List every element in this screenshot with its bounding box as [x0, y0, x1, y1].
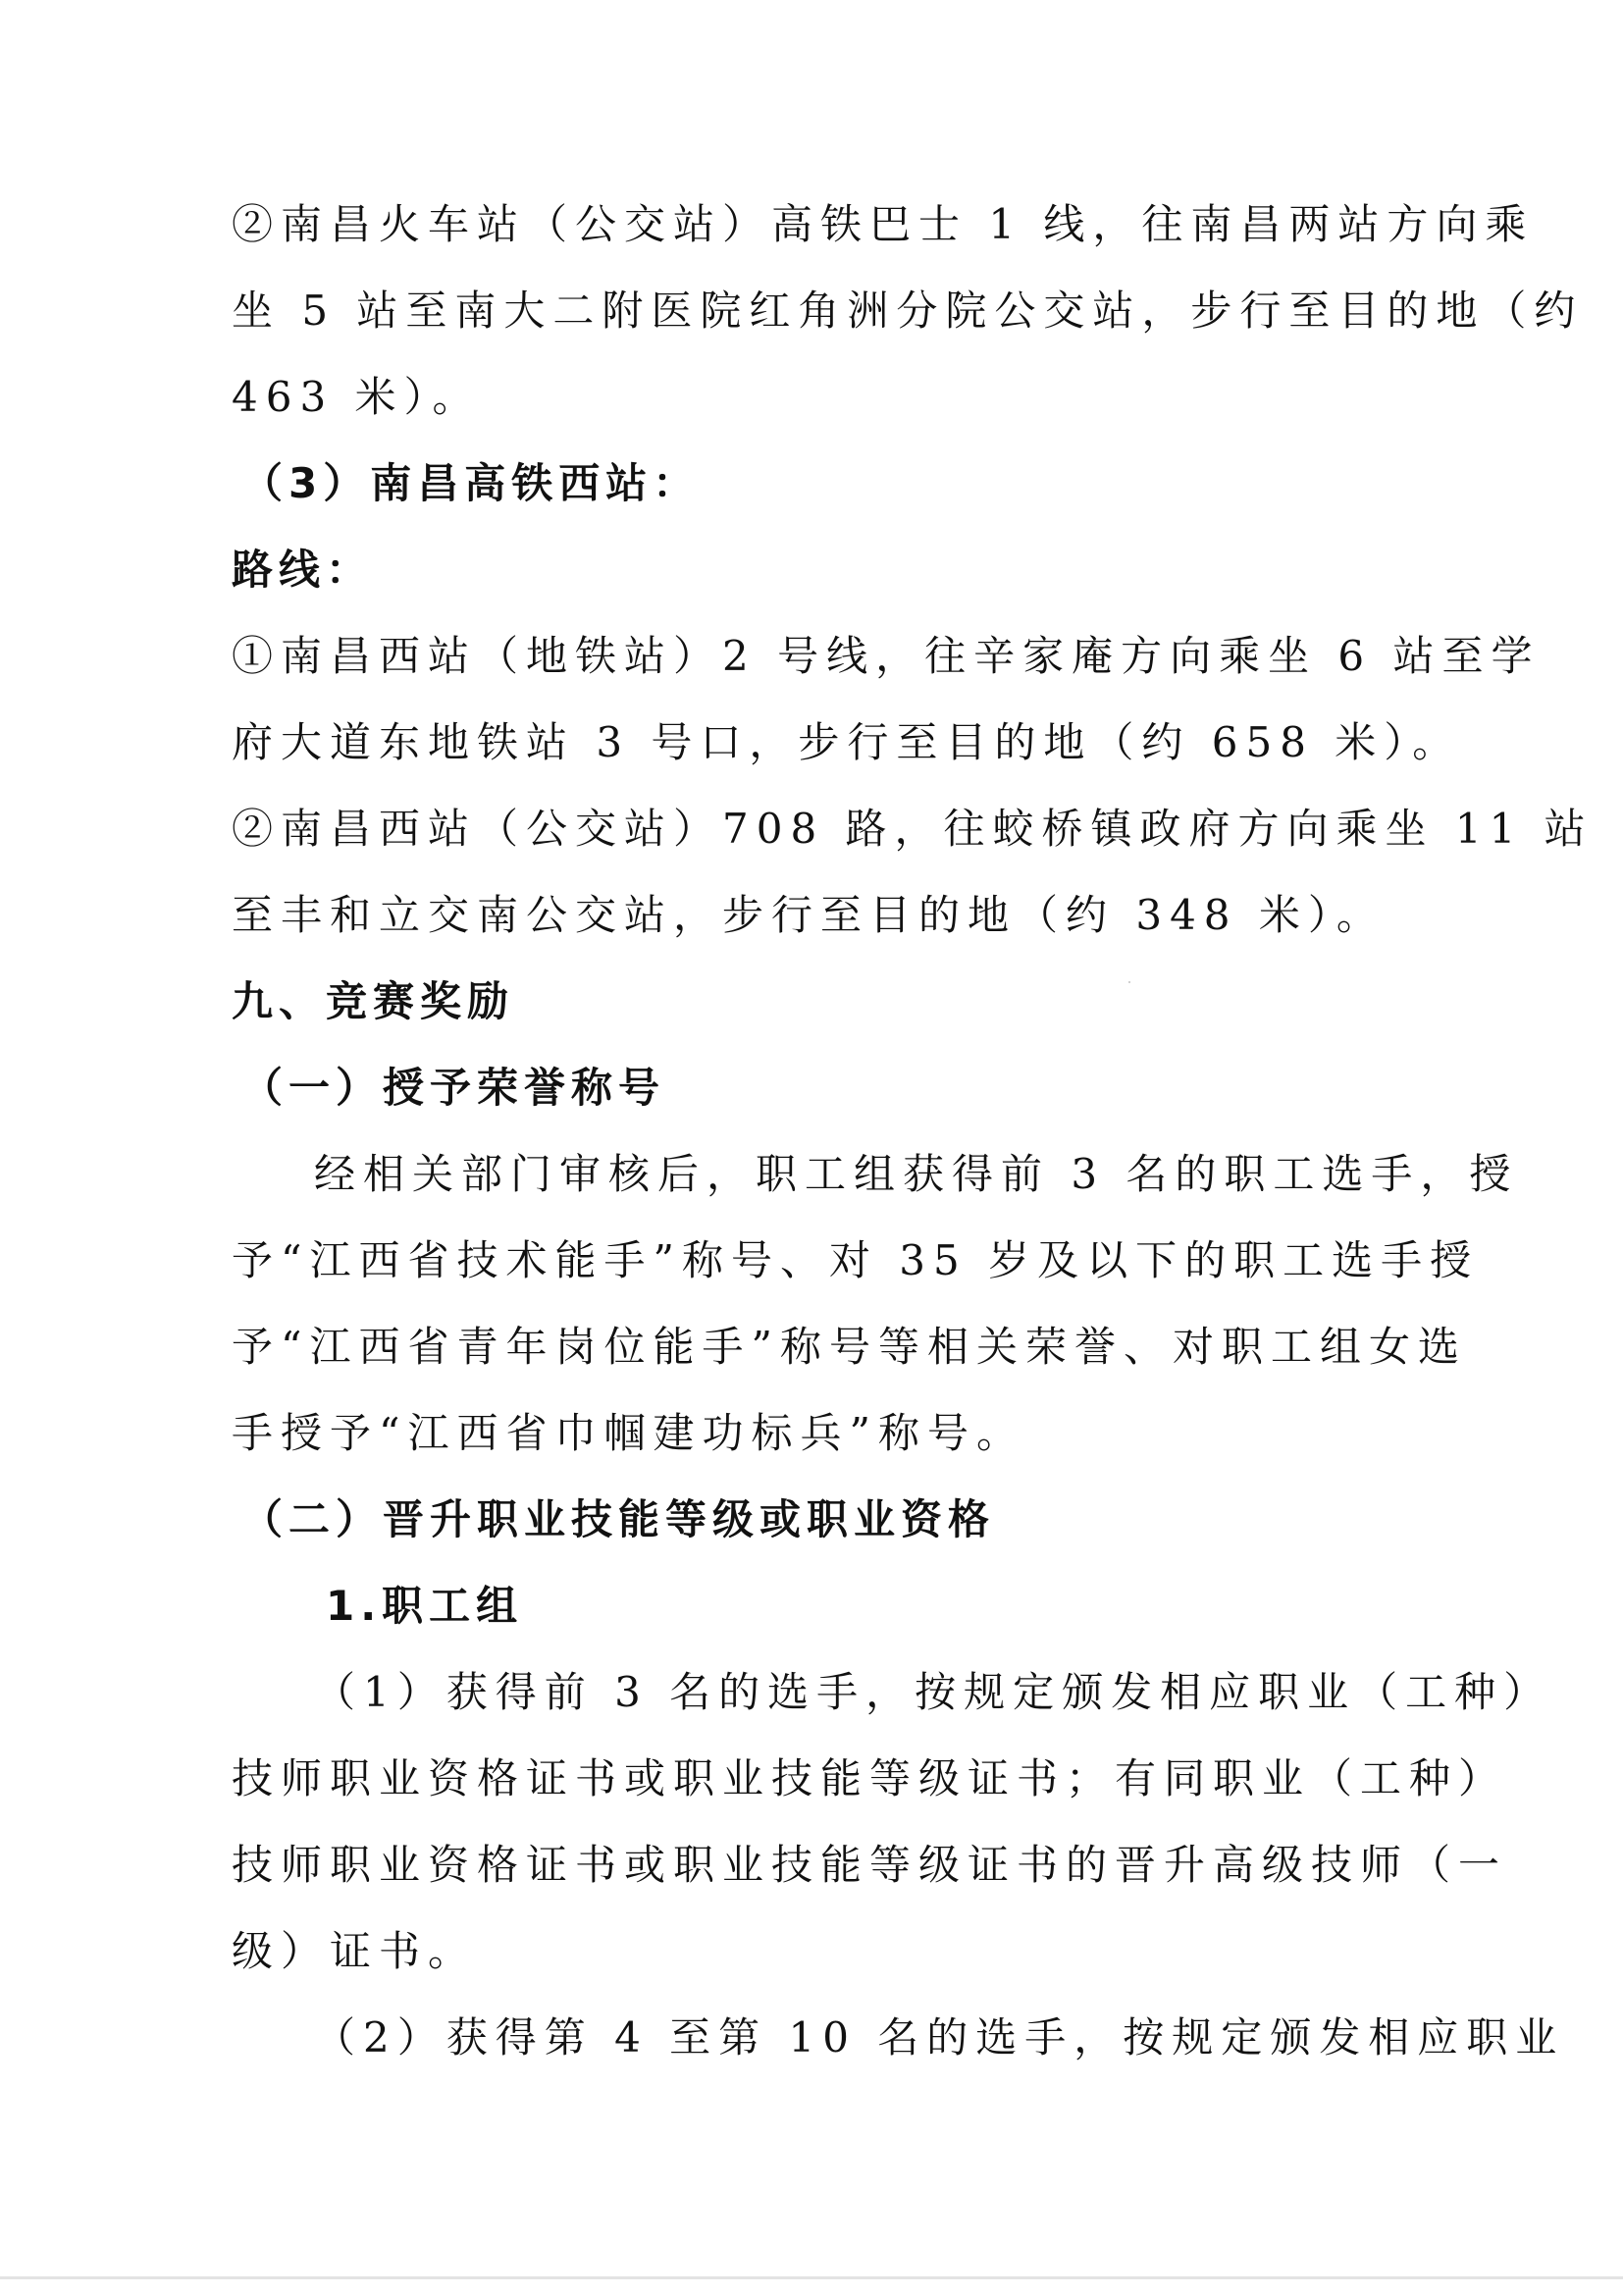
route-line-west-metro: ①南昌西站（地铁站）2 号线，往辛家庵方向乘坐 6 站至学	[232, 632, 1541, 680]
subsection-heading-promotion: （二）晋升职业技能等级或职业资格	[241, 1495, 996, 1543]
paragraph-honor-line-2: 予“江西省技术能手”称号、对 35 岁及以下的职工选手授	[232, 1236, 1480, 1284]
paragraph-honor-line-1: 经相关部门审核后，职工组获得前 3 名的职工选手，授	[314, 1150, 1519, 1198]
paragraph-top3-line-1: （1）获得前 3 名的选手，按规定颁发相应职业（工种）	[314, 1668, 1553, 1716]
subsection-heading-honor: （一）授予荣誉称号	[241, 1064, 666, 1112]
document-body	[232, 182, 1594, 2081]
paragraph-top3-line-3: 技师职业资格证书或职业技能等级证书的晋升高级技师（一	[232, 1841, 1508, 1889]
section-heading-west-station: （3）南昌高铁西站：	[241, 459, 701, 507]
paragraph-honor-line-4: 手授予“江西省巾帼建功标兵”称号。	[232, 1409, 1025, 1457]
paragraph-top3-line-4: 级）证书。	[232, 1927, 478, 1975]
route-line-west-metro-cont: 府大道东地铁站 3 号口，步行至目的地（约 658 米）。	[232, 718, 1462, 766]
route-line-train-bus: ②南昌火车站（公交站）高铁巴士 1 线，往南昌两站方向乘	[232, 200, 1535, 248]
route-line-train-bus-distance: 463 米）。	[232, 373, 482, 421]
route-label: 路线：	[232, 546, 374, 594]
page-bottom-edge	[0, 2276, 1623, 2279]
section-heading-awards: 九、竞赛奖励	[232, 977, 515, 1025]
paragraph-rank4to10-line-1: （2）获得第 4 至第 10 名的选手，按规定颁发相应职业	[314, 2013, 1565, 2061]
route-line-west-bus: ②南昌西站（公交站）708 路，往蛟桥镇政府方向乘坐 11 站	[232, 805, 1594, 853]
route-line-west-bus-cont: 至丰和立交南公交站，步行至目的地（约 348 米）。	[232, 891, 1386, 939]
paragraph-top3-line-2: 技师职业资格证书或职业技能等级证书；有同职业（工种）	[232, 1754, 1508, 1802]
paragraph-honor-line-3: 予“江西省青年岗位能手”称号等相关荣誉、对职工组女选	[232, 1323, 1467, 1371]
route-line-train-bus-cont: 坐 5 站至南大二附医院红角洲分院公交站，步行至目的地（约	[232, 287, 1584, 335]
item-heading-staff-group: 1.职工组	[326, 1582, 524, 1630]
scan-speck	[1128, 981, 1130, 983]
